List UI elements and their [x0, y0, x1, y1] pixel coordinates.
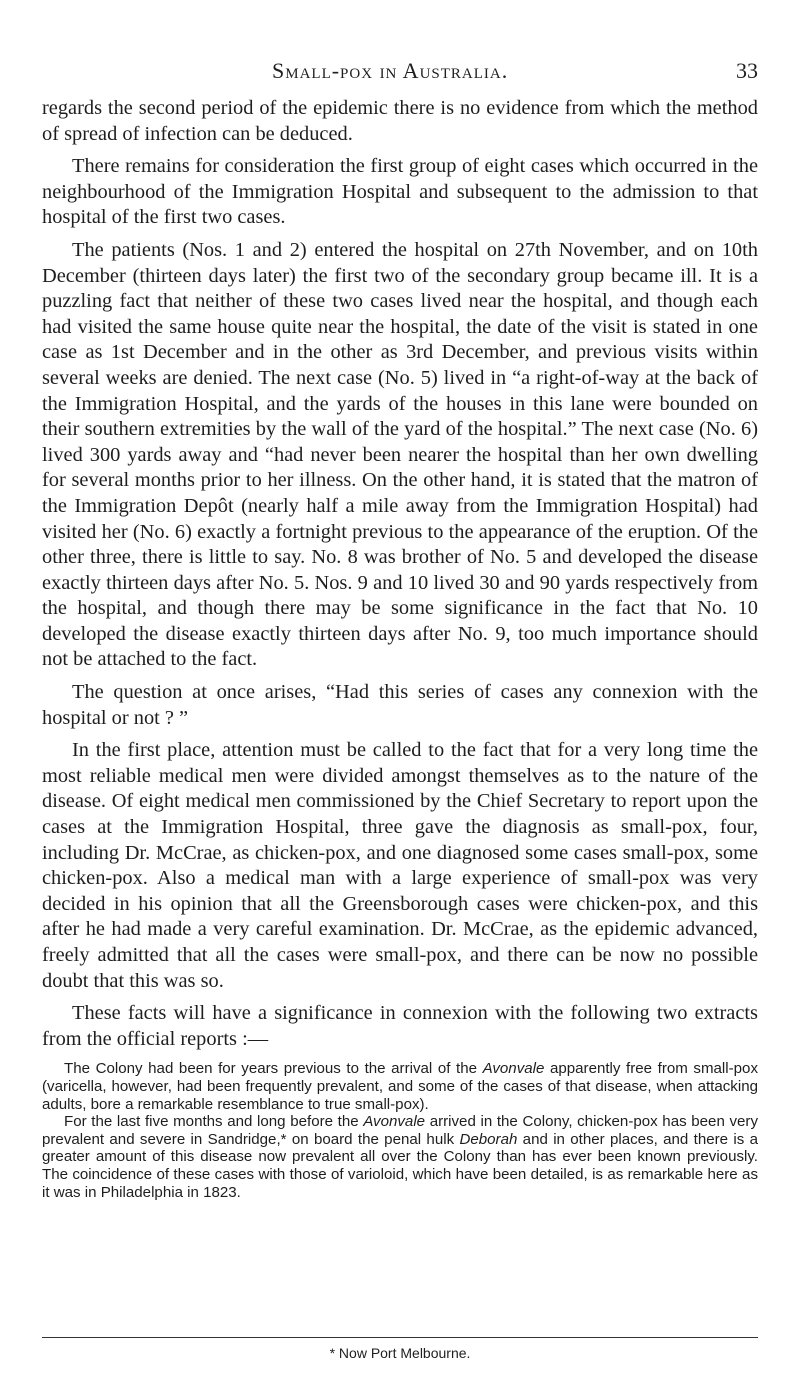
body-text: [42, 96, 758, 1201]
extract-1-text-after: apparently free from small-pox (varicella, however, had been frequently prevalent, and some of the cases of that disease, when attacking adults, bore a remarkable resemblance to true small-pox).: [42, 1060, 758, 1113]
official-report-extract: [42, 1060, 758, 1201]
extract-1-ship-name: Avonvale: [482, 1060, 545, 1078]
extract-2-hulk-name: Deborah: [459, 1130, 518, 1148]
footnote-divider: [42, 1337, 758, 1338]
extract-2-text-before: For the last five months and long before the: [64, 1113, 364, 1131]
footnote: * Now Port Melbourne.: [329, 1345, 471, 1361]
extract-2-ship-name: Avonvale: [363, 1113, 426, 1131]
paragraph-question: The question at once arises, “Had this series of cases any connexion with the hospital or not ? ”: [42, 681, 758, 729]
paragraph-patients: The patients (Nos. 1 and 2) entered the hospital on 27th November, and on 10th December (thirteen days later) the first two of the secondary group became ill. It is a puzzling fact that neither of these two cases lived near the hospital, and though each had visited the same house quite near the hospital, the date of the visit is stated in one case as 1st December and in the other as 3rd December, and previous visits within several weeks are denied. The next case (No. 5) lived in “a right-of-way at the back of the Immigration Hospital, and the yards of the houses in this lane were bounded on their southern extremities by the wall of the yard of the hospital.” The next case (No. 6) lived 300 yards away and “had never been nearer the hospital than her own dwelling for several months prior to her illness. On the other hand, it is stated that the matron of the Immigration Depôt (nearly half a mile away from the Immigration Hospital) had visited her (No. 6) exactly a fortnight previous to the appearance of the eruption. Of the other three, there is little to say. No. 8 was brother of No. 5 and developed the disease exactly thirteen days after No. 5. Nos. 9 and 10 lived 30 and 90 yards respectively from the hospital, and though there may be some significance in the fact that No. 10 developed the disease exactly thirteen days after No. 9, too much importance should not be attached to the fact.: [42, 238, 758, 671]
paragraph-first-group: There remains for consideration the first group of eight cases which occurred in the neighbourhood of the Immigration Hospital and subsequent to the admission to that hospital of the first two cases.: [42, 155, 758, 229]
paragraph-diagnosis: In the first place, attention must be called to the fact that for a very long time the most reliable medical men were divided amongst themselves as to the nature of the disease. Of eight medical men commissioned by the Chief Secretary to report upon the cases at the Immigration Hospital, three gave the diagnosis as small-pox, four, including Dr. McCrae, as chicken-pox, and one diagnosed some cases small-pox, some chicken-pox. Also a medical man with a large experience of small-pox was very decided in his opinion that all the Greensborough cases were chicken-pox, and this after he had made a very careful examination. Dr. McCrae, as the epidemic advanced, freely admitted that all the cases were small-pox, and there can be now no possible doubt that this was so.: [42, 739, 758, 992]
extract-2-text-after: and in other places, and there is a greater amount of this disease now prevalent all over the Colony than has ever been known previously. The coincidence of these cases with those of varioloid, which have been detailed, is as remarkable here as it was in Philadelphia in 1823.: [42, 1130, 758, 1201]
extract-paragraph-2: [42, 1113, 758, 1201]
extract-paragraph-1: [42, 1060, 758, 1113]
extract-1-text-before: The Colony had been for years previous to the arrival of the: [64, 1060, 483, 1078]
page-number: 33: [736, 58, 758, 83]
extract-2-text-middle: arrived in the Colony, chicken-pox has been very prevalent and severe in Sandridge,* on board the penal hulk: [42, 1113, 758, 1148]
paragraph-extracts-intro: These facts will have a significance in connexion with the following two extracts from the official reports :—: [42, 1002, 758, 1050]
running-header: Small-pox in Australia.: [272, 58, 509, 83]
paragraph-continuation: regards the second period of the epidemic there is no evidence from which the method of spread of infection can be deduced.: [42, 97, 758, 145]
